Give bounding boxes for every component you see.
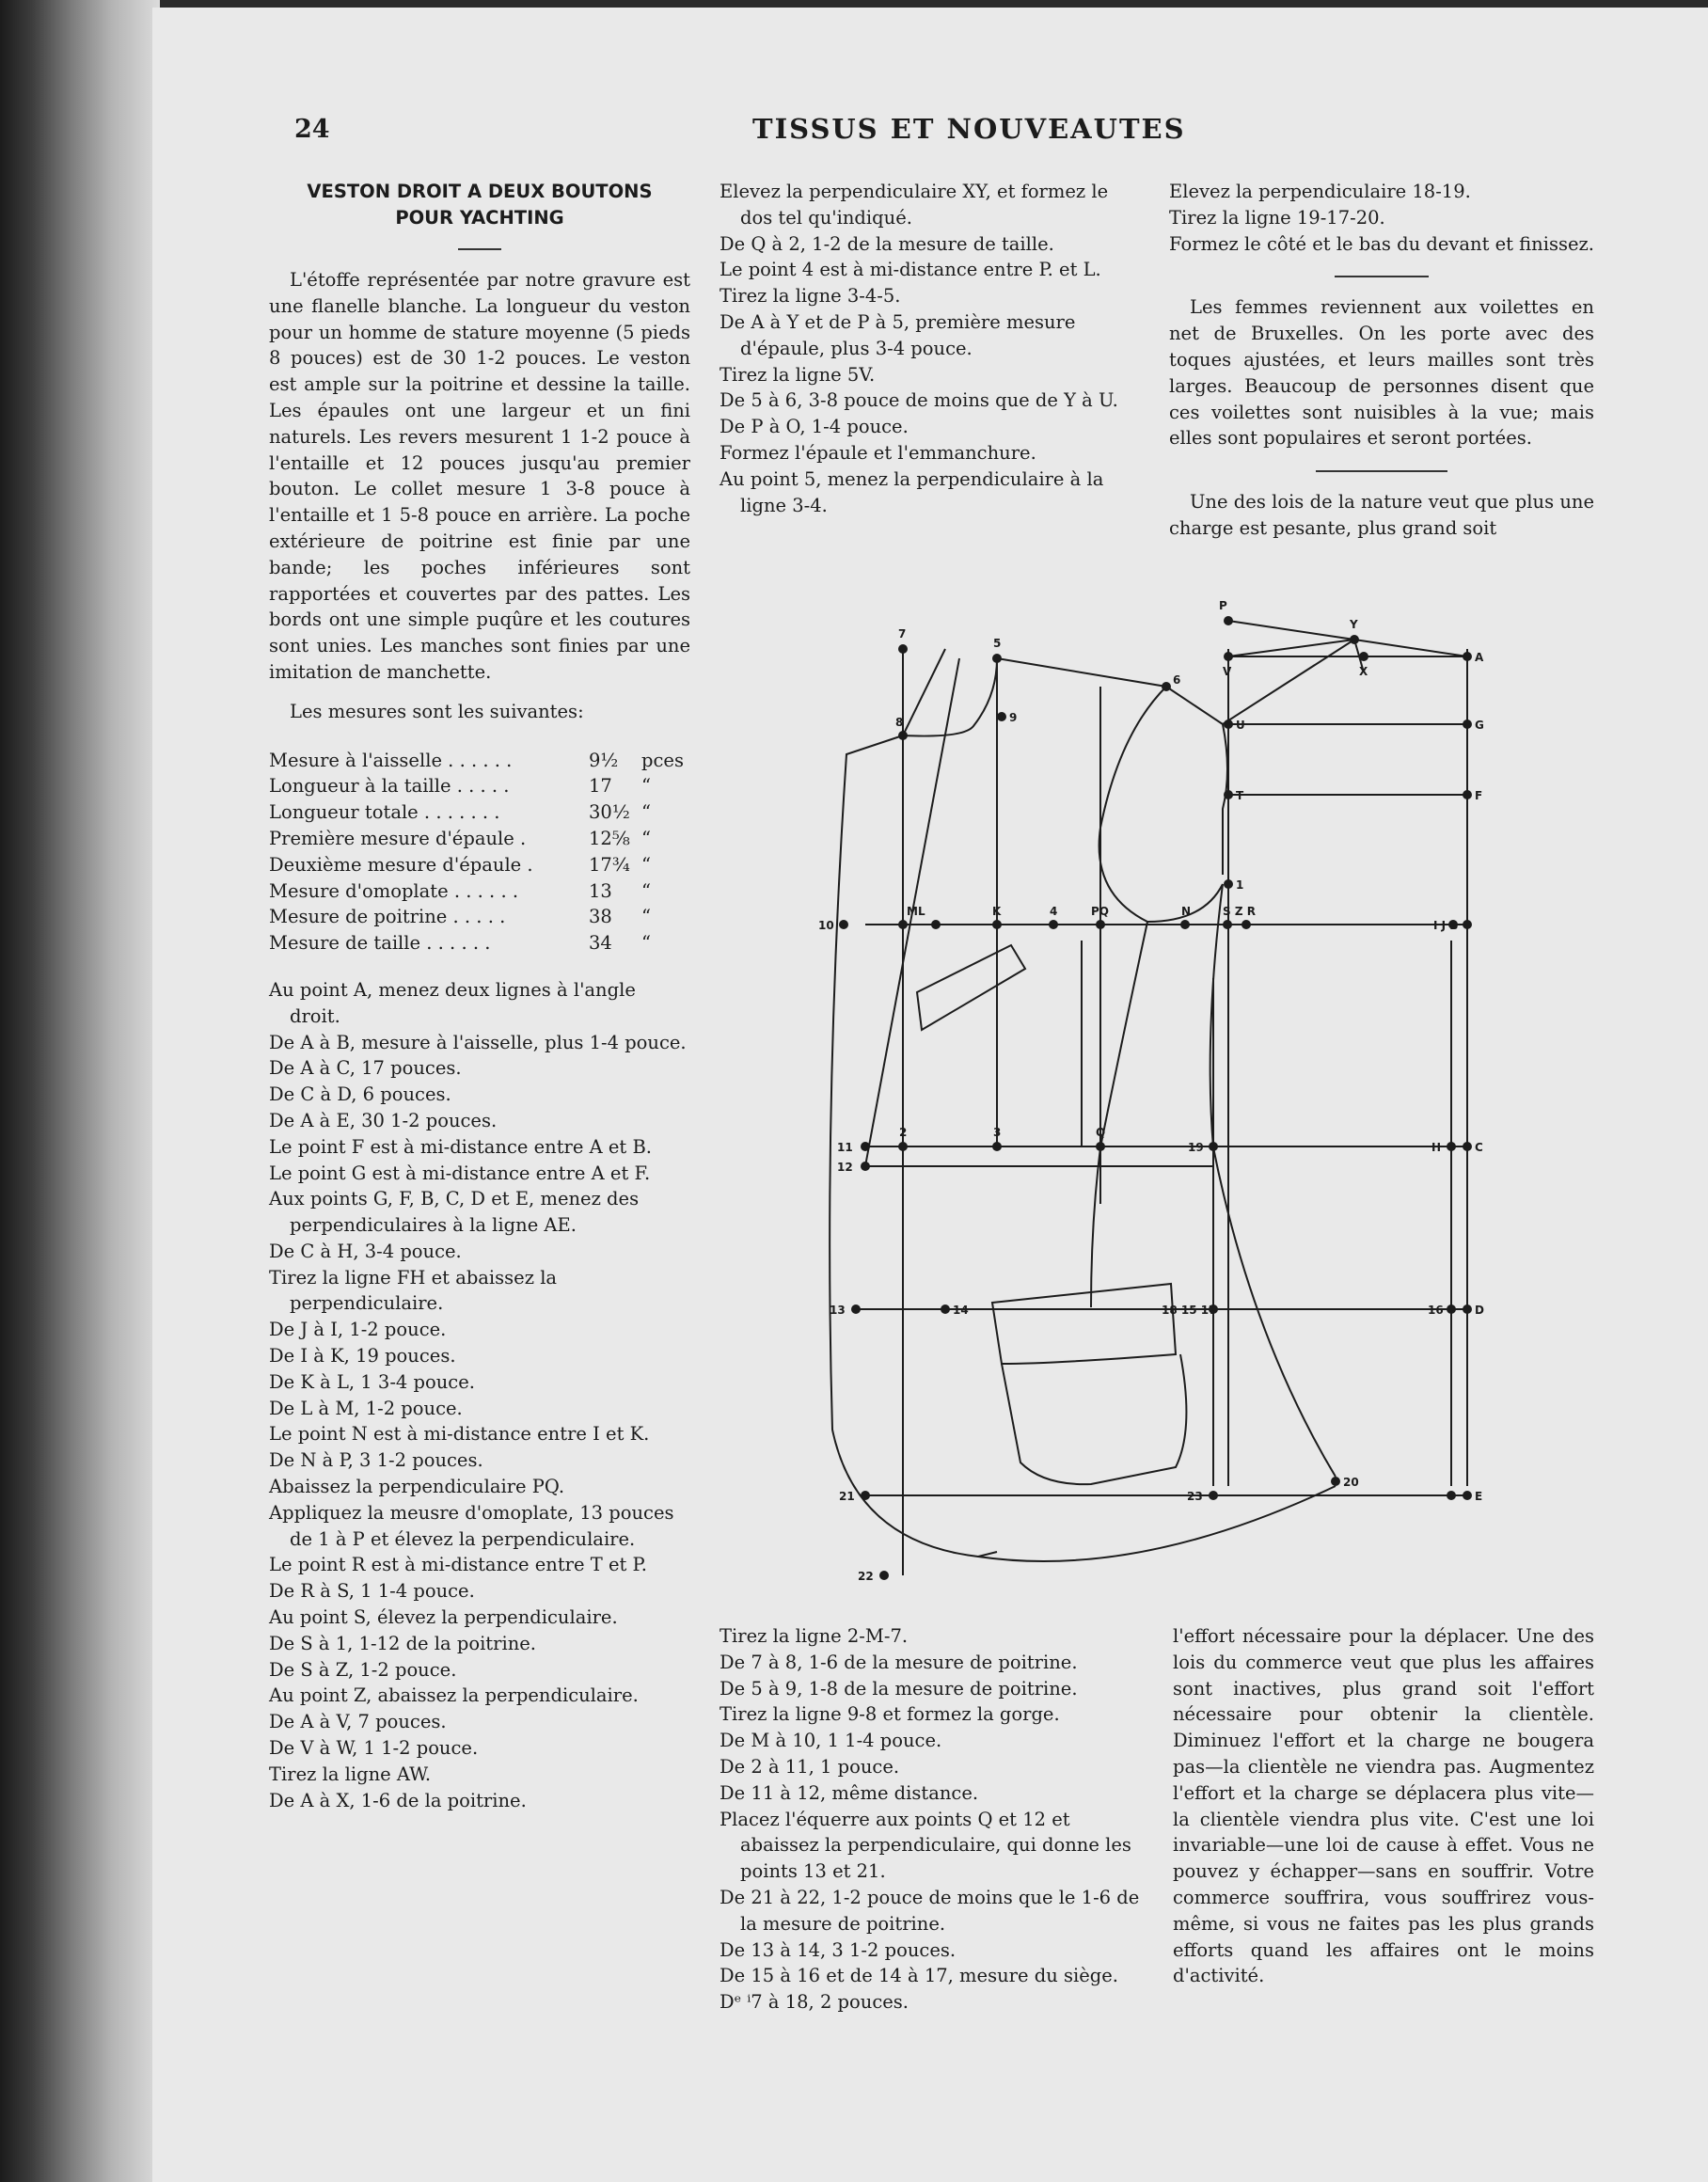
instruction-step: De L à M, 1-2 pouce. (269, 1397, 463, 1419)
label-d: D (1475, 1304, 1484, 1317)
point-p-top (1224, 616, 1233, 625)
instruction-step: De 15 à 16 et de 14 à 17, mesure du siège. (720, 1965, 1118, 1987)
instruction-step: De 5 à 9, 1-8 de la mesure de poitrine. (720, 1677, 1078, 1700)
pattern-diagram (809, 583, 1608, 1599)
instruction-step: Formez l'épaule et l'emmanchure. (720, 441, 1036, 464)
label-e: E (1475, 1490, 1483, 1503)
instruction-step: De Q à 2, 1-2 de la mesure de taille. (720, 232, 1054, 255)
point-g (1463, 719, 1472, 729)
point-v (1224, 652, 1233, 661)
measure-value: 17¾ (589, 853, 630, 876)
point-k (992, 920, 1002, 929)
measure-unit: “ (641, 932, 651, 955)
label-19: 19 (1188, 1141, 1204, 1154)
point-d (1463, 1304, 1472, 1314)
point-12 (861, 1162, 870, 1171)
label-v: V (1223, 665, 1232, 678)
label-9: 9 (1009, 711, 1018, 724)
point-20 (1331, 1477, 1340, 1486)
title-rule (458, 248, 501, 250)
instruction-step: Tirez la ligne FH et abaissez la perpendiculaire. (269, 1266, 558, 1315)
measure-unit: “ (641, 853, 651, 876)
column-left (269, 179, 690, 1813)
instruction-step: Au point Z, abaissez la perpendiculaire. (269, 1684, 639, 1707)
instruction-step: De A à B, mesure à l'aisselle, plus 1-4 pouce. (269, 1031, 687, 1053)
pattern-hem (978, 1486, 1336, 1561)
point-4 (1049, 920, 1058, 929)
measure-label: Deuxième mesure d'épaule . (269, 853, 533, 876)
measure-value: 17 (589, 775, 612, 798)
instructions-middle-bottom (720, 1623, 1141, 2016)
article-title-line2: POUR YACHTING (395, 207, 564, 229)
label-t: T (1236, 789, 1244, 802)
measure-unit: “ (641, 827, 651, 849)
measure-unit: “ (641, 906, 651, 928)
point-f (1463, 790, 1472, 799)
point-22 (879, 1571, 889, 1580)
label-6: 6 (1173, 673, 1181, 687)
measure-row (269, 904, 690, 930)
label-k: K (992, 905, 1002, 918)
instruction-step: De I à K, 19 pouces. (269, 1345, 456, 1368)
pattern-shoulder (997, 658, 1227, 875)
measure-label: Première mesure d'épaule . (269, 827, 527, 849)
pattern-front-edge (830, 649, 997, 1557)
point-1 (1224, 879, 1233, 889)
breast-pocket (917, 945, 1025, 1030)
label-11: 11 (837, 1141, 853, 1154)
label-5: 5 (993, 637, 1002, 650)
measure-unit: “ (641, 801, 651, 824)
measure-row (269, 826, 690, 852)
measure-value: 38 (589, 906, 612, 928)
measure-value: 30½ (589, 801, 630, 824)
point-23 (1209, 1491, 1218, 1500)
measure-value: 34 (589, 932, 612, 955)
book-page-edges (0, 0, 160, 2182)
measure-row (269, 852, 690, 878)
label-n: N (1181, 905, 1192, 918)
instruction-step: Placez l'équerre aux points Q et 12 et abaissez la perpendiculaire, qui donne les points 13 et 21. (720, 1808, 1131, 1883)
point-19 (1209, 1142, 1218, 1151)
note-effort-start: Une des lois de la nature veut que plus une charge est pesante, plus grand soit (1169, 491, 1594, 539)
label-szr: S Z R (1223, 905, 1256, 918)
instruction-step: Tirez la ligne AW. (269, 1763, 432, 1785)
instruction-step: De C à H, 3-4 pouce. (269, 1240, 462, 1262)
label-20: 20 (1343, 1476, 1359, 1489)
point-m (898, 920, 908, 929)
point-n (1180, 920, 1190, 929)
point-2 (898, 1142, 908, 1151)
label-ijb: I J B (1433, 919, 1459, 932)
instruction-step: De R à S, 1 1-4 pouce. (269, 1580, 475, 1603)
label-4: 4 (1050, 905, 1058, 918)
instruction-step: De P à O, 1-4 pouce. (720, 416, 909, 438)
instruction-step: De C à D, 6 pouces. (269, 1083, 451, 1106)
label-3: 3 (993, 1126, 1002, 1139)
measures-intro: Les mesures sont les suivantes: (290, 700, 584, 722)
column-right-bottom (1173, 1623, 1594, 1989)
point-u (1224, 719, 1233, 729)
instruction-step: Abaissez la perpendiculaire PQ. (269, 1476, 565, 1498)
point-10 (839, 920, 848, 929)
instruction-step: Tirez la ligne 9-8 et formez la gorge. (720, 1703, 1060, 1726)
label-q: Q (1096, 1126, 1106, 1139)
pattern-armhole (1099, 687, 1223, 922)
instructions-middle-top (720, 179, 1141, 518)
point-8 (898, 731, 908, 740)
instructions-left (269, 977, 690, 1814)
instruction-step: De M à 10, 1 1-4 pouce. (720, 1730, 942, 1752)
label-10: 10 (818, 919, 834, 932)
label-22: 22 (858, 1570, 874, 1583)
instruction-step: De V à W, 1 1-2 pouce. (269, 1737, 479, 1760)
instruction-step: Le point F est à mi-distance entre A et B. (269, 1135, 652, 1158)
measure-label: Longueur totale . . . . . . . (269, 801, 500, 824)
point-pq (1096, 920, 1105, 929)
label-16: 16 (1428, 1304, 1444, 1317)
point-13 (851, 1304, 861, 1314)
line-u-y (1223, 640, 1354, 724)
label-x: X (1359, 665, 1368, 678)
instruction-step: De A à Y et de P à 5, première mesure d'épaule, plus 3-4 pouce. (720, 310, 1076, 359)
running-head: TISSUS ET NOUVEAUTES (752, 113, 1186, 145)
label-pq: PQ (1091, 905, 1109, 918)
point-6 (1162, 682, 1171, 691)
point-y (1350, 635, 1359, 644)
measure-label: Mesure de taille . . . . . . (269, 932, 491, 955)
instruction-step: De A à E, 30 1-2 pouces. (269, 1109, 498, 1131)
label-23: 23 (1187, 1490, 1203, 1503)
instruction-step: De 2 à 11, 1 pouce. (720, 1755, 900, 1778)
measure-row (269, 773, 690, 799)
label-13: 13 (830, 1304, 846, 1317)
instruction-step: Au point A, menez deux lignes à l'angle droit. (269, 978, 636, 1027)
point-7 (898, 644, 908, 654)
instruction-step: Dᵉ ⁱ7 à 18, 2 pouces. (720, 1991, 909, 2014)
instruction-step: Tirez la ligne 5V. (720, 363, 876, 386)
measures-table (269, 748, 690, 957)
instruction-step: De 7 à 8, 1-6 de la mesure de poitrine. (720, 1651, 1078, 1673)
measure-label: Mesure à l'aisselle . . . . . . (269, 749, 513, 771)
point-b (1463, 920, 1472, 929)
instruction-step: Au point 5, menez la perpendiculaire à la ligne 3-4. (720, 467, 1104, 516)
label-u: U (1236, 719, 1245, 732)
point-11 (861, 1142, 870, 1151)
instruction-step: De A à C, 17 pouces. (269, 1057, 462, 1080)
measure-row (269, 799, 690, 826)
instruction-step: De A à V, 7 pouces. (269, 1711, 447, 1733)
line-p-y (1228, 621, 1354, 640)
instruction-step: De S à Z, 1-2 pouce. (269, 1658, 457, 1681)
label-14: 14 (953, 1304, 969, 1317)
point-c (1463, 1142, 1472, 1151)
lower-pocket (1002, 1354, 1186, 1484)
measure-unit: “ (641, 775, 651, 798)
point-l (931, 920, 941, 929)
instruction-step: De 13 à 14, 3 1-2 pouces. (720, 1938, 957, 1961)
instruction-step: Elevez la perpendiculaire 18-19. (1169, 181, 1471, 202)
label-f: F (1475, 789, 1483, 802)
point-q (1096, 1142, 1105, 1151)
measure-row (269, 748, 690, 774)
label-21: 21 (839, 1490, 855, 1503)
measure-value: 12⅝ (589, 827, 630, 849)
instruction-step: Le point G est à mi-distance entre A et F. (269, 1162, 651, 1184)
instruction-step: Elevez la perpendiculaire XY, et formez le dos tel qu'indiqué. (720, 181, 1109, 229)
measure-label: Longueur à la taille . . . . . (269, 775, 510, 798)
label-18-15-17: 18 15 17 (1162, 1304, 1217, 1317)
instruction-step: Tirez la ligne 2-M-7. (720, 1625, 909, 1647)
page-number: 24 (294, 115, 330, 144)
note-veils: Les femmes reviennent aux voilettes en net de Bruxelles. On les porte avec des toques ajustées, et leurs mailles sont très larges. Beaucoup de personnes disent que ces voilettes sont nuisibles à la vue; mais elles sont populaires et seront portées. (1169, 296, 1594, 450)
instruction-step: Appliquez la meusre d'omoplate, 13 pouces de 1 à P et élevez la perpendiculaire. (269, 1501, 674, 1550)
measure-value: 13 (589, 879, 612, 902)
article-title-line1: VESTON DROIT A DEUX BOUTONS (307, 181, 653, 202)
point-16 (1447, 1304, 1456, 1314)
label-g: G (1475, 719, 1484, 732)
label-p: P (1219, 599, 1227, 612)
label-c: C (1475, 1141, 1483, 1154)
point-e (1463, 1491, 1472, 1500)
point-5 (992, 654, 1002, 663)
instruction-step: Le point R est à mi-distance entre T et P. (269, 1554, 647, 1576)
measure-label: Mesure de poitrine . . . . . (269, 906, 506, 928)
label-12: 12 (837, 1161, 853, 1174)
measure-row (269, 930, 690, 957)
section-rule-1 (1335, 276, 1429, 277)
line-y-a (1354, 640, 1467, 656)
section-rule-2 (1316, 470, 1447, 472)
label-7: 7 (898, 627, 907, 640)
label-2: 2 (899, 1126, 908, 1139)
instruction-step: De S à 1, 1-12 de la poitrine. (269, 1632, 536, 1654)
instructions-right (1169, 179, 1594, 257)
label-ml: ML (907, 905, 925, 918)
point-h (1447, 1142, 1456, 1151)
measure-label: Mesure d'omoplate . . . . . . (269, 879, 519, 902)
instruction-step: Aux points G, F, B, C, D et E, menez des perpendiculaires à la ligne AE. (269, 1188, 640, 1237)
measure-value: 9½ (589, 749, 619, 771)
point-3 (992, 1142, 1002, 1151)
instruction-step: Formez le côté et le bas du devant et finissez. (1169, 232, 1595, 255)
label-a: A (1475, 651, 1484, 664)
diagram-points (839, 616, 1472, 1580)
point-21 (861, 1491, 870, 1500)
instruction-step: Tirez la ligne 19-17-20. (1169, 206, 1385, 229)
point-14 (941, 1304, 950, 1314)
measure-unit: pces (641, 749, 684, 771)
instruction-step: Le point N est à mi-distance entre I et K. (269, 1423, 650, 1446)
instruction-step: De N à P, 3 1-2 pouces. (269, 1449, 483, 1472)
column-right-top (1169, 179, 1594, 542)
instruction-step: Le point 4 est à mi-distance entre P. et L. (720, 259, 1101, 281)
measure-row (269, 878, 690, 905)
point-t (1224, 790, 1233, 799)
point-a (1463, 652, 1472, 661)
instruction-step: Tirez la ligne 3-4-5. (720, 285, 901, 308)
label-8: 8 (895, 716, 904, 729)
point-x (1359, 652, 1368, 661)
measure-unit: “ (641, 879, 651, 902)
point-e-inner (1447, 1491, 1456, 1500)
article-intro: L'étoffe représentée par notre gravure est une flanelle blanche. La longueur du veston pour un homme de stature moyenne (5 pieds 8 pouces) est de 30 1-2 pouces. Le veston est ample sur la poitrine et dessine la taille. Les épaules ont une largeur et un fini naturels. Les revers mesurent 1 1-2 pouce à l'entaille et 12 pouces jusqu'au premier bouton. Le collet mesure 1 3-8 pouce à l'entaille et 1 5-8 pouce en arrière. La poche extérieure de poitrine est finie par une bande; les poches inférieures sont rapportées et couvertes par des pattes. Les bords ont une simple puqûre et les coutures sont unies. Les manches sont finies par une imitation de manchette. (269, 269, 690, 683)
instruction-step: De K à L, 1 3-4 pouce. (269, 1370, 475, 1393)
point-r (1241, 920, 1251, 929)
label-1: 1 (1236, 878, 1244, 892)
point-s (1223, 920, 1232, 929)
point-9 (997, 712, 1006, 721)
pattern-neck (903, 658, 997, 736)
instruction-step: De 5 à 6, 3-8 pouce de moins que de Y à U. (720, 389, 1118, 412)
label-y: Y (1350, 618, 1358, 631)
line-v-y (1228, 640, 1354, 656)
label-h: H (1431, 1141, 1442, 1154)
instruction-step: De 21 à 22, 1-2 pouce de moins que le 1-6 de la mesure de poitrine. (720, 1886, 1140, 1935)
instruction-step: De J à I, 1-2 pouce. (269, 1319, 447, 1341)
instruction-step: De A à X, 1-6 de la poitrine. (269, 1789, 527, 1811)
line-lapel (903, 649, 945, 735)
lower-pocket-flap (992, 1284, 1176, 1364)
note-effort-end: l'effort nécessaire pour la déplacer. Une des lois du commerce veut que plus les affaires sont inactives, plus grand soit l'effort nécessaire pour obtenir la clientèle. Diminuez l'effort et la charge ne bougera pas—la clientèle ne viendra pas. Augmentez l'effort et la charge se déplacera plus vite—la clientèle viendra plus vite. C'est une loi invariable—une loi de cause à effet. Vous ne pouvez y échapper—sans en souffrir. Votre commerce souffrira, vous souffrirez vous-même, si vous ne faites pas les plus grands efforts quand les affaires ont le moins d'activité. (1173, 1625, 1594, 1987)
instruction-step: Au point S, élevez la perpendiculaire. (269, 1606, 618, 1629)
instruction-step: De 11 à 12, même distance. (720, 1781, 979, 1804)
